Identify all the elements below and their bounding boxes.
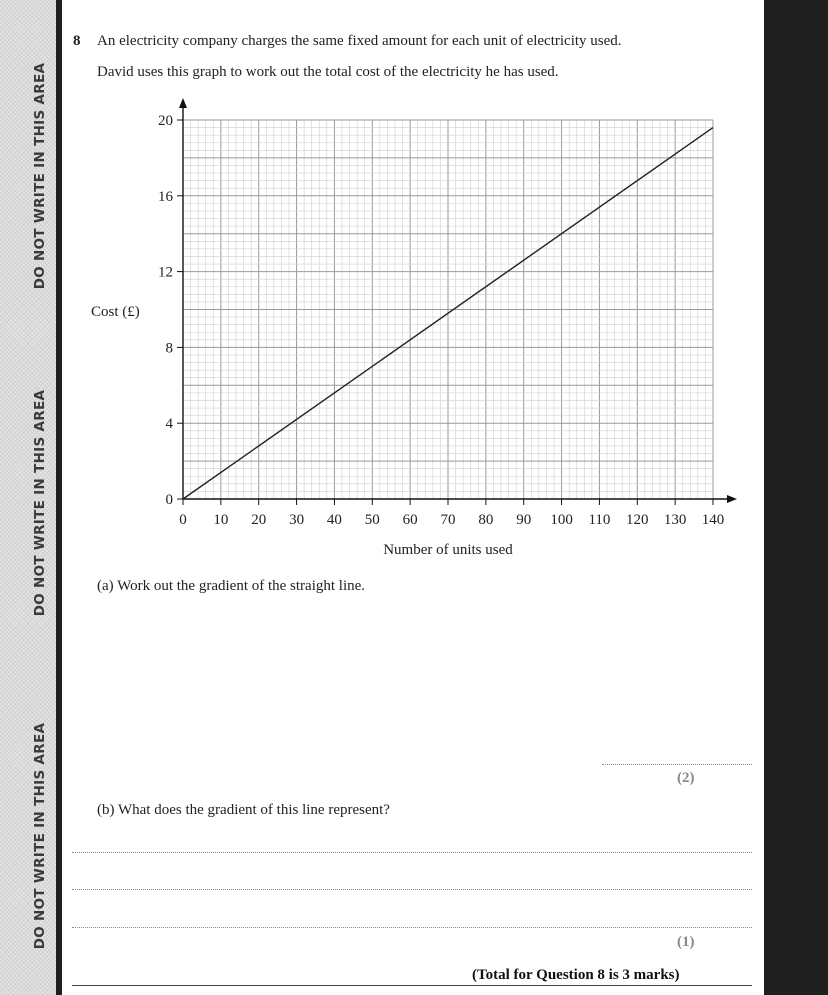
part-b-answer-line-1[interactable]	[72, 852, 752, 853]
x-tick-label: 120	[626, 512, 649, 528]
y-axis-arrow	[179, 98, 187, 108]
y-tick-label: 20	[158, 113, 173, 129]
x-tick-label: 100	[550, 512, 573, 528]
y-tick-label: 4	[165, 416, 173, 433]
bottom-rule	[72, 985, 752, 986]
x-tick-label: 110	[588, 512, 611, 528]
x-tick-label: 20	[251, 512, 267, 528]
x-tick-label: 0	[179, 512, 187, 528]
y-tick-label: 12	[158, 264, 173, 281]
x-tick-label: 50	[364, 512, 380, 528]
x-tick-label: 30	[289, 512, 305, 528]
y-axis-label: Cost (£)	[91, 304, 140, 320]
cost-graph	[62, 90, 764, 570]
x-tick-label: 10	[213, 512, 229, 528]
part-b-question	[97, 802, 390, 819]
question-total: (Total for Question 8 is 3 marks)	[472, 967, 680, 983]
margin-strip	[0, 0, 56, 995]
part-a-text: Work out the gradient of the straight line.	[117, 578, 366, 594]
part-b-answer-line-3[interactable]	[72, 927, 752, 928]
question-number: 8	[73, 33, 81, 49]
y-tick-label: 16	[158, 188, 173, 205]
part-a-question	[97, 578, 365, 595]
x-tick-label: 60	[402, 512, 418, 528]
x-tick-label: 90	[516, 512, 532, 528]
x-tick-label: 80	[478, 512, 494, 528]
exam-page	[62, 0, 764, 995]
x-axis-label: Number of units used	[383, 542, 513, 558]
margin-warning-1: DO NOT WRITE IN THIS AREA	[32, 62, 48, 290]
x-tick-label: 70	[440, 512, 456, 528]
part-b-answer-line-2[interactable]	[72, 889, 752, 890]
part-a-label: (a)	[97, 578, 114, 594]
margin-warning-3: DO NOT WRITE IN THIS AREA	[32, 722, 48, 950]
x-tick-label: 130	[663, 512, 687, 528]
part-b-text: What does the gradient of this line represent?	[117, 802, 390, 818]
margin-warning-2: DO NOT WRITE IN THIS AREA	[32, 389, 48, 617]
y-tick-label: 0	[165, 492, 173, 508]
part-b-marks: (1)	[677, 934, 695, 950]
part-b-label: (b)	[97, 802, 115, 818]
question-intro: An electricity company charges the same fixed amount for each unit of electricity used.	[97, 33, 622, 49]
x-tick-label: 40	[326, 512, 342, 528]
x-tick-label: 140	[701, 512, 725, 528]
y-tick-label: 8	[165, 340, 173, 357]
part-a-marks: (2)	[677, 770, 695, 786]
part-a-answer-line[interactable]	[602, 764, 752, 765]
x-axis-arrow	[727, 495, 737, 503]
question-context: David uses this graph to work out the total cost of the electricity he has used.	[97, 64, 559, 80]
